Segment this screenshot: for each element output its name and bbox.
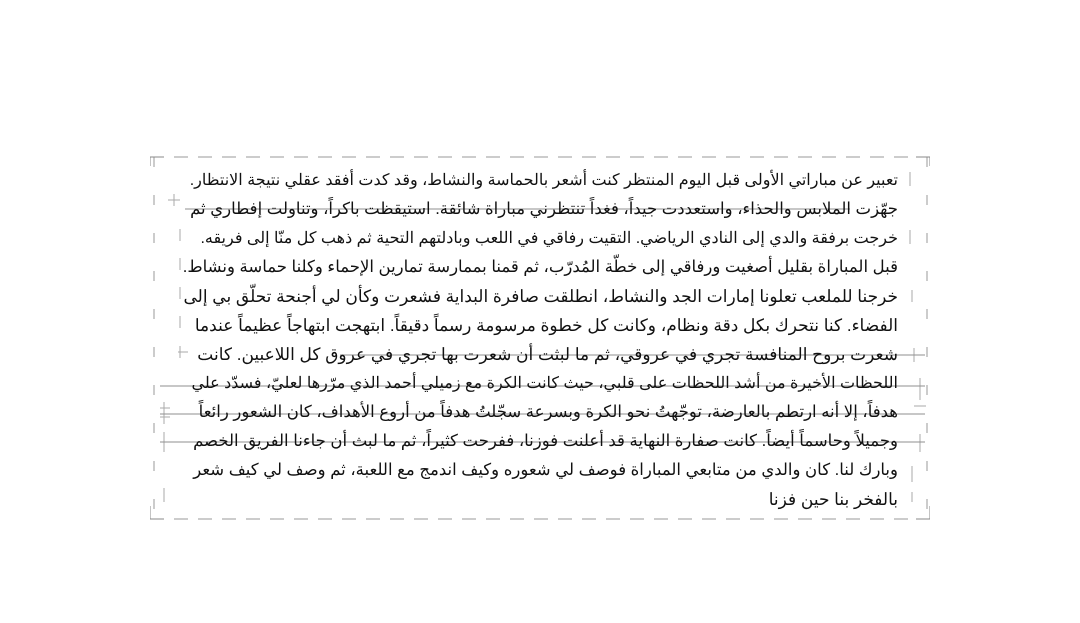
text-line: بالفخر بنا حين فزنا (768, 490, 898, 509)
text-line: قبل المباراة بقليل أصغيت ورفاقي إلى خطّة المُدرّب، ثم قمنا بممارسة تمارين الإحماء وكلنا حماسة ونشاط. (182, 258, 898, 276)
text-line: تعبير عن مباراتي الأولى قبل اليوم المنتظر كنت أشعر بالحماسة والنشاط، وقد كدت أفقد عقلي نتيجة الانتظار. (189, 172, 898, 189)
text-line: اللحظات الأخيرة من أشد اللحظات على قلبي، حيث كانت الكرة مع زميلي أحمد الذي مرّرها لعليّ، فسدّد علي (191, 375, 898, 392)
text-line: جهّزت الملابس والحذاء، واستعددت جيداً، فغداً تنتظرني مباراة شائقة. استيقظت باكراً، وتناولت إفطاري ثم (190, 200, 898, 218)
text-line: وجميلاً وحاسماً أيضاً. كانت صفارة النهاية قد أعلنت فوزنا، ففرحت كثيراً، ثم ما لبث أن جاءنا الفريق الخصم (193, 432, 898, 450)
text-line: وبارك لنا. كان والدي من متابعي المباراة فوصف لي شعوره وكيف اندمج مع اللعبة، ثم وصف لي كيف شعر (193, 461, 898, 479)
text-line: الفضاء. كنا نتحرك بكل دقة ونظام، وكانت كل خطوة مرسومة رسماً دقيقاً. ابتهجت ابتهاجاً عظيماً عندما (194, 316, 898, 335)
essay-text (180, 166, 898, 514)
scanned-text-region (150, 152, 930, 520)
text-line: خرجت برفقة والدي إلى النادي الرياضي. التقيت رفاقي في اللعب وبادلتهم التحية ثم ذهب كل منّا إلى فريقه. (200, 230, 898, 247)
text-line: هدفاً، إلا أنه ارتطم بالعارضة، توجّهتُ نحو الكرة وبسرعة سجّلتُ هدفاً من أروع الأهداف، كان الشعور رائعاً (198, 403, 898, 421)
text-line: خرجنا للملعب تعلونا إمارات الجد والنشاط، انطلقت صافرة البداية فشعرت وكأن لي أجنحة تحلّق بي إلى (183, 287, 898, 306)
text-line: شعرت بروح المنافسة تجري في عروقي، ثم ما لبثت أن شعرت بها تجري في عروق كل اللاعبين. كانت (197, 345, 898, 364)
